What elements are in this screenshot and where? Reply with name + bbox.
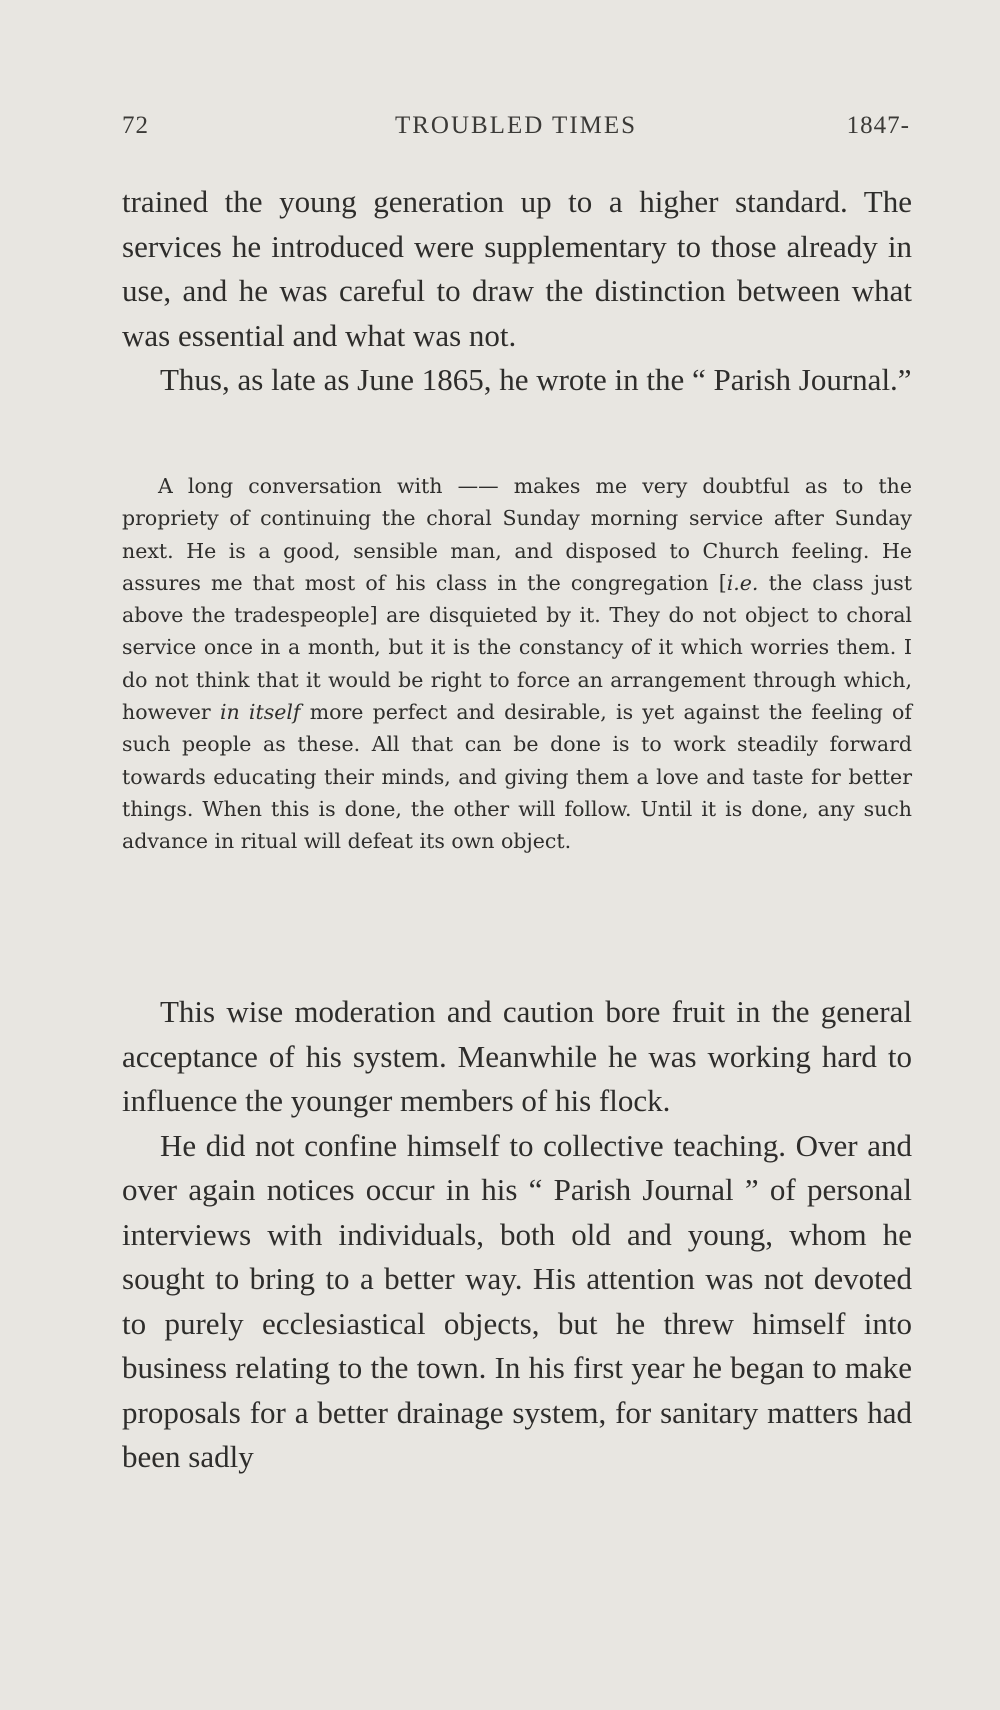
extract-text-2: the class just above the tradespeople] are disquieted by it. They do not object to choral service once in a month, but it is the constancy of it which worries them. I do not think that it would be right to force an arrangement through which, however <box>122 570 912 725</box>
opening-text <box>122 180 912 403</box>
page-number: 72 <box>122 112 149 139</box>
extract-italic-in-itself: in itself <box>219 700 301 725</box>
journal-extract <box>122 470 912 858</box>
running-head <box>122 112 910 148</box>
paragraph-intro-quote: Thus, as late as June 1865, he wrote in the “ Parish Journal.” <box>160 362 912 397</box>
extract-text-1: A long conversation with —— makes me very doubtful as to the propriety of continuing the choral Sunday morning service after Sunday next. He is a good, sensible man, and disposed to Church feeling. He assures me that most of his class in the congregation [ <box>122 474 912 595</box>
running-title: TROUBLED TIMES <box>394 112 638 139</box>
paragraph-continued: trained the young generation up to a higher standard. The services he introduced were supplementary to those already in use, and he was careful to draw the distinction between what was essential and what was not. <box>122 184 912 353</box>
paragraph-moderation: This wise moderation and caution bore fruit in the general acceptance of his system. Meanwhile he was working hard to influence the younger members of his flock. <box>122 994 912 1118</box>
extract-paragraph <box>122 470 912 858</box>
extract-italic-ie: i.e. <box>726 570 759 595</box>
date-range: 1847- <box>846 112 910 139</box>
paragraph-teaching: He did not confine himself to collective teaching. Over and over again notices occur in his “ Parish Journal ” of personal interviews with individuals, both old and young, whom he sought to bring to a better way. His attention was not devoted to purely ecclesiastical objects, but he threw himself into business relating to the town. In his first year he began to make proposals for a better drainage system, for sanitary matters had been sadly <box>122 1127 912 1474</box>
extract-text-3: more perfect and desirable, is yet against the feeling of such people as these. All that can be done is to work steadily forward towards educating their minds, and giving them a love and taste for better things. When this is done, the other will follow. Until it is done, any such advance in ritual will defeat its own object. <box>122 700 912 854</box>
closing-text <box>122 990 912 1480</box>
